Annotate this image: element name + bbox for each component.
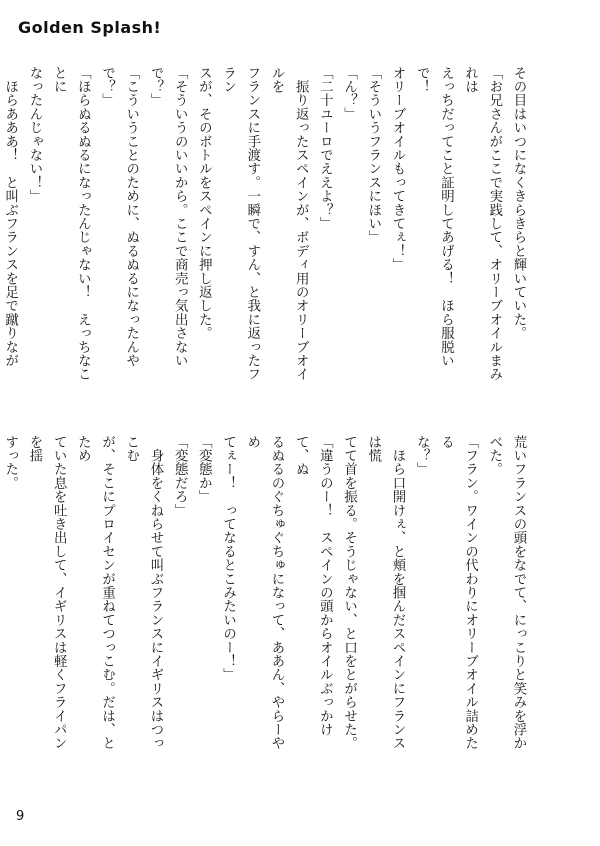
text-column-top — [2, 66, 530, 386]
text-column-bottom — [2, 435, 530, 763]
text-line: 「違うのー！ スペインの頭からオイルぶっかけて、ぬ — [293, 435, 333, 737]
text-line: 「そういうフランスにほい」 — [365, 66, 381, 245]
text-line: 荒いフランスの頭をなでて、にっこりと笑みを浮かべた。 — [486, 435, 526, 751]
text-line: 「変態だろ」 — [172, 435, 188, 518]
text-line: が、そこにプロイセンが重ねてつっこむ。だは、とため — [75, 435, 115, 751]
text-line: 「ほらぬるぬるになったんじゃない！ えっちなことに — [51, 66, 91, 382]
text-line: 「お兄さんがここで実践して、オリーブオイルまみれは — [462, 66, 502, 382]
header-title: Golden Splash! — [18, 18, 162, 37]
text-line: 「そういうのいいから。ここで商売っ気出さないで？」 — [147, 66, 188, 368]
text-line: てて首を振る。そうじゃない、と口をとがらせた。 — [341, 435, 357, 751]
text-line: オリーブオイルもってきてぇ！」 — [389, 66, 405, 272]
text-line: ほら口開けぇ、と頬を掴んだスペインにフランスは慌 — [365, 435, 405, 751]
text-line: えっちだってこと証明してあげる！ ほら服脱いで！ — [414, 66, 454, 368]
text-line: その目はいつになくきらきらと輝いていた。 — [511, 66, 526, 340]
text-line: 「二十ユーロでええよ？」 — [317, 66, 333, 231]
text-line: なったんじゃない！」 — [26, 66, 42, 203]
text-line: な？」 — [414, 435, 430, 477]
text-line: てぇー！ ってなるとこみたいのー！」 — [220, 435, 236, 682]
text-line: すった。 — [2, 435, 18, 490]
text-line: るぬるのぐちゅぐちゅになって、ああん、やらーやめ — [244, 435, 284, 751]
text-line: ほらあああ！ と叫ぶフランスを足で蹴りなが — [2, 79, 18, 368]
text-line: スが、そのボトルをスペインに押し返した。 — [196, 66, 212, 340]
text-line: 「フラン。ワインの代わりにオリーブオイル詰めたる — [438, 435, 478, 751]
text-line: 身体をくねらせて叫ぶフランスにイギリスはつっこむ — [123, 435, 163, 751]
text-line: 「変態か」 — [196, 435, 212, 504]
text-line: 「ん？」 — [341, 66, 357, 121]
text-line: 振り返ったスペインが、ボディ用のオリーブオイルを — [268, 66, 309, 382]
text-line: 「こういうことのために、ぬるぬるになったんやで？」 — [99, 66, 139, 368]
text-line: ていた息を吐き出して、イギリスは軽くフライパンを揺 — [26, 435, 67, 751]
page-number: 9 — [16, 809, 25, 824]
text-line: フランスに手渡す。一瞬で、すん、と我に返ったフラン — [220, 66, 260, 382]
